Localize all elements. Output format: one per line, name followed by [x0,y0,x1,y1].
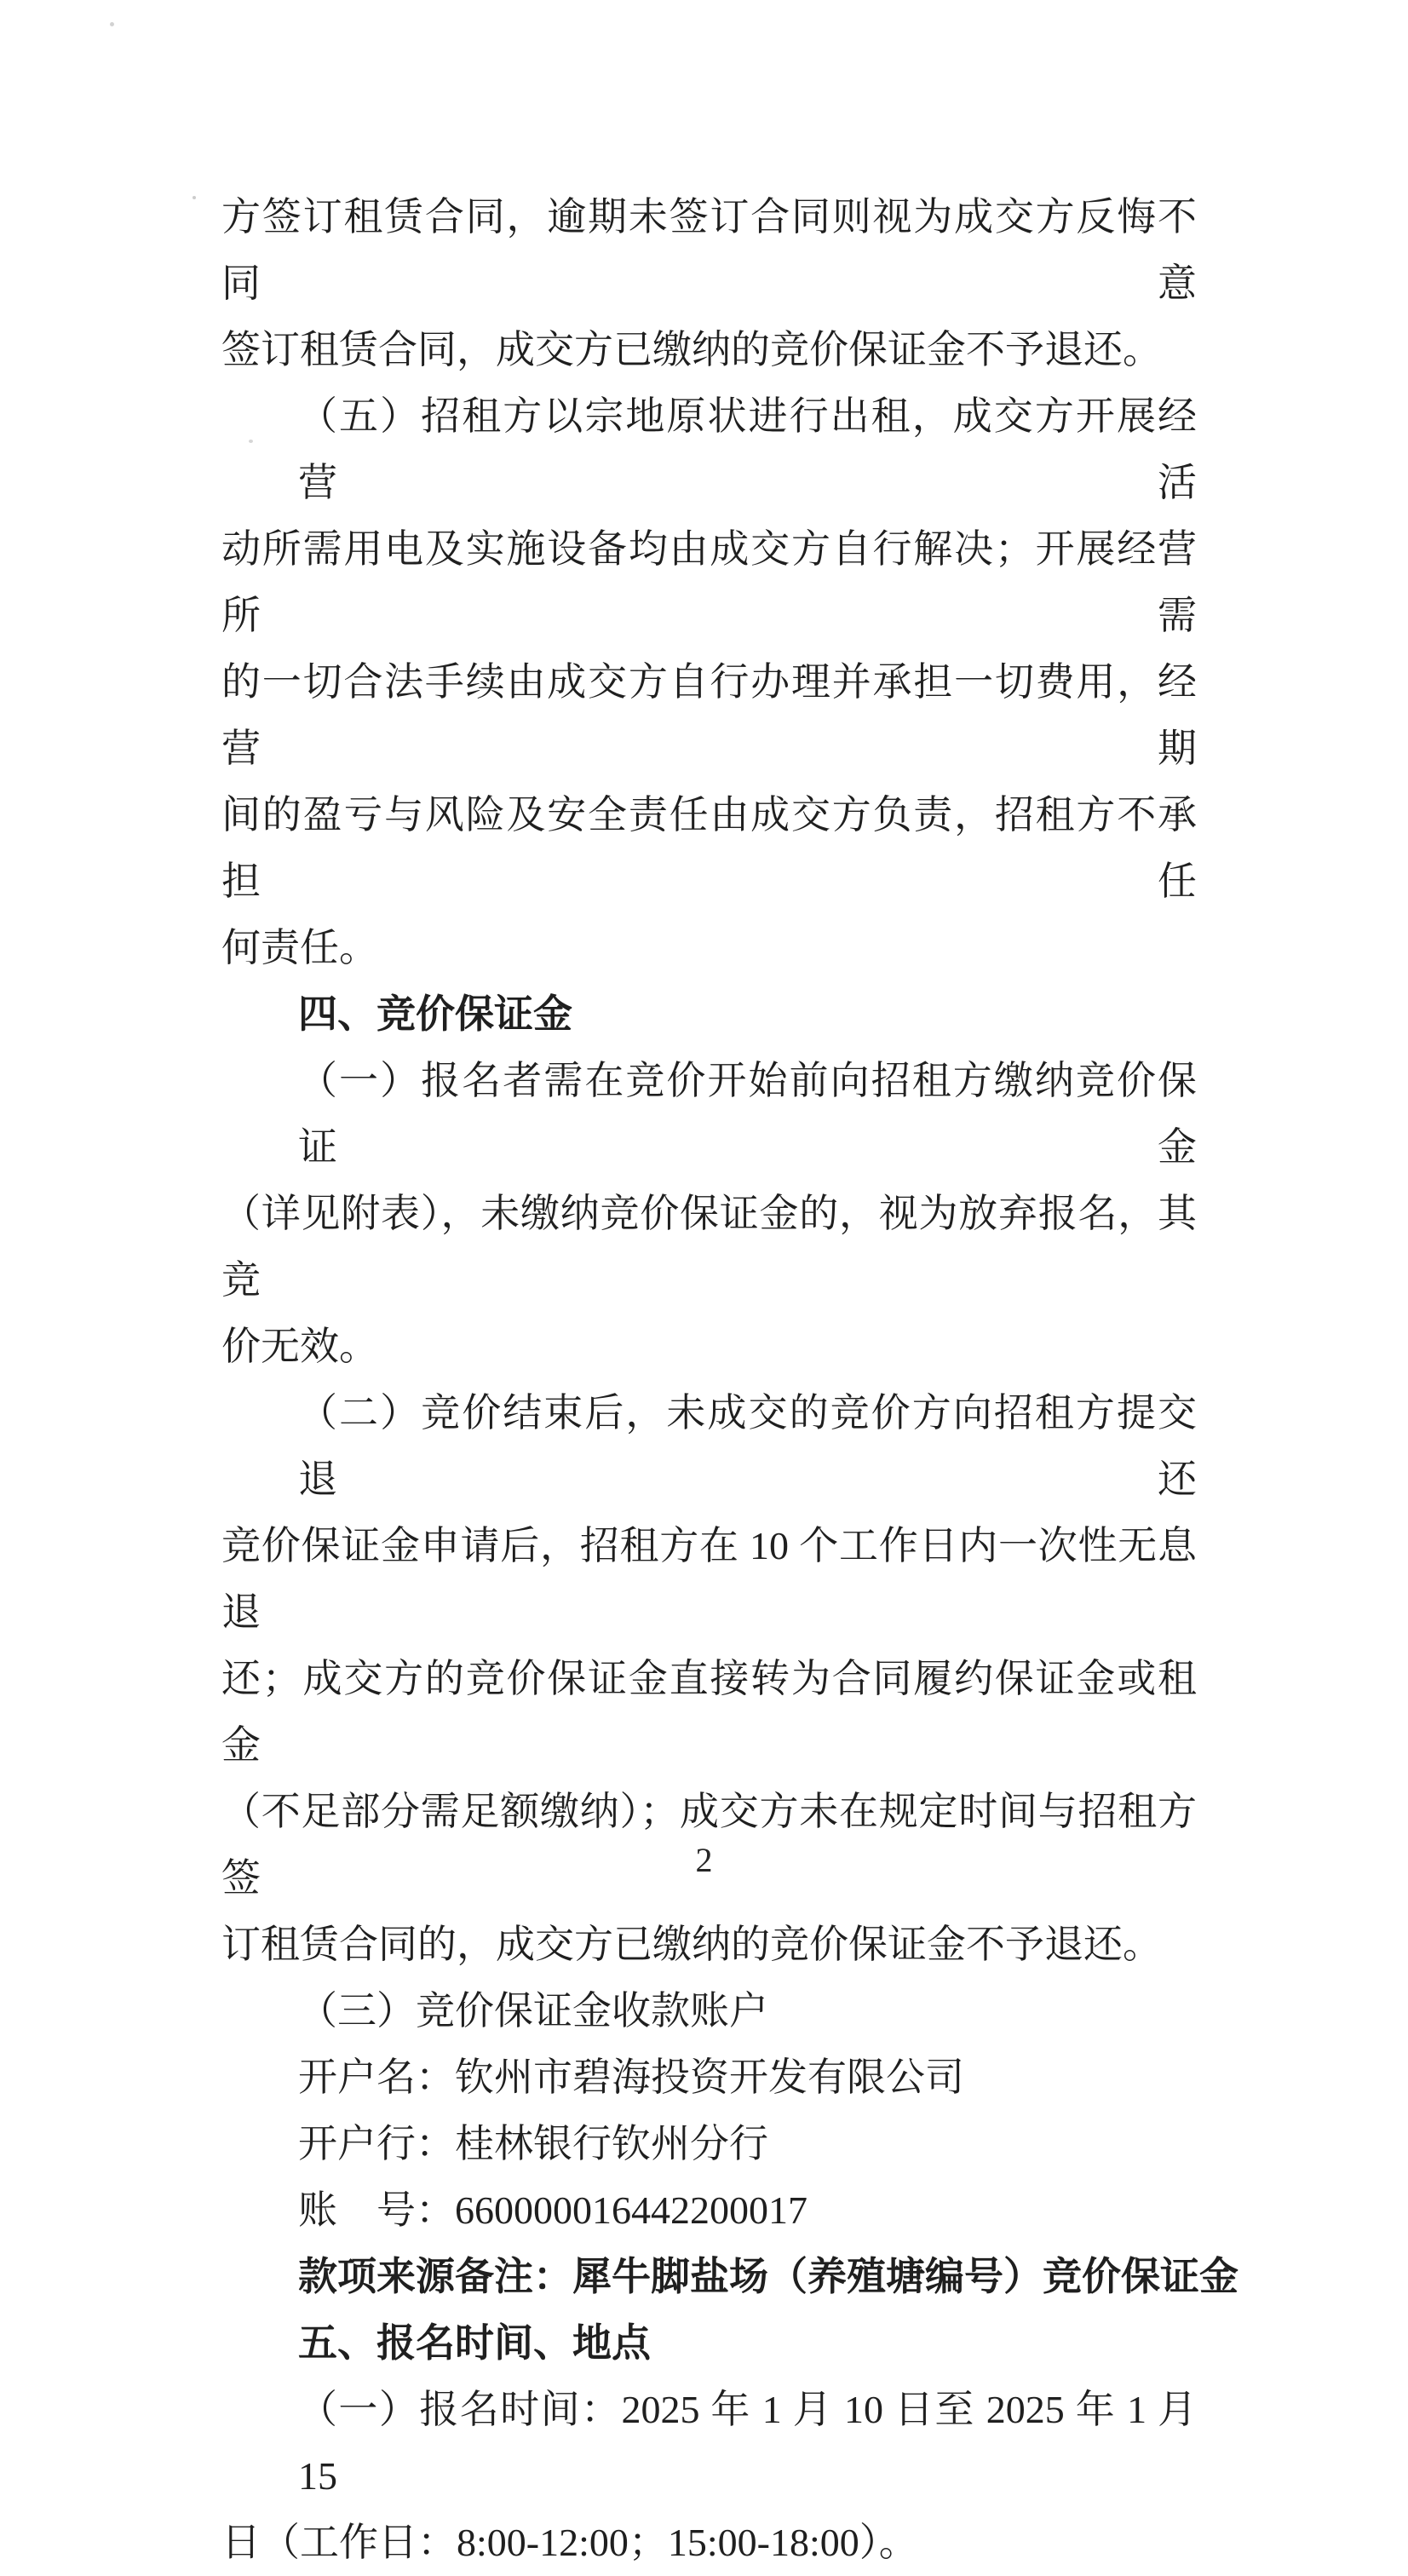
text-line: （五）招租方以宗地原状进行出租，成交方开展经营活 [298,394,1197,504]
page-number: 2 [695,1841,713,1879]
text-line: （一）报名者需在竞价开始前向招租方缴纳竞价保证金 [298,1059,1197,1169]
heading-line: 款项来源备注：犀牛脚盐场（养殖塘编号）竞价保证金 [298,2255,1238,2298]
text-line: 价无效。 [221,1325,378,1368]
text-line: 动所需用电及实施设备均由成交方自行解决；开展经营所需 [221,527,1197,637]
text-line: 方签订租赁合同，逾期未签订合同则视为成交方反悔不同意 [221,195,1197,305]
text-line: （详见附表），未缴纳竞价保证金的，视为放弃报名，其竞 [221,1192,1197,1302]
heading-line: 四、竞价保证金 [298,992,572,1036]
text-line: （不足部分需足额缴纳）；成交方未在规定时间与招租方签 [221,1790,1197,1900]
scan-speck [110,22,114,26]
text-line: 日（工作日：8:00-12:00；15:00-18:00）。 [221,2521,918,2564]
text-line: （二）竞价结束后，未成交的竞价方向招租方提交退还 [298,1391,1197,1501]
text-line: 间的盈亏与风险及安全责任由成交方负责，招租方不承担任 [221,793,1197,903]
text-line: 的一切合法手续由成交方自行办理并承担一切费用，经营期 [221,660,1197,770]
text-line: （三）竞价保证金收款账户 [298,1989,768,2033]
document-body [221,184,1238,2576]
heading-line: 五、报名时间、地点 [298,2321,651,2365]
text-line: 签订租赁合同，成交方已缴纳的竞价保证金不予退还。 [221,328,1162,371]
text-line: 开户名：钦州市碧海投资开发有限公司 [298,2056,964,2099]
text-line: 订租赁合同的，成交方已缴纳的竞价保证金不予退还。 [221,1923,1162,1966]
text-line: 账 号：660000016442200017 [298,2188,807,2232]
text-line: （一）报名时间：2025 年 1 月 10 日至 2025 年 1 月 15 [298,2388,1198,2498]
text-line: 开户行：桂林银行钦州分行 [298,2122,768,2165]
text-line: 何责任。 [221,926,378,969]
scan-speck [193,196,196,199]
text-line: 竞价保证金申请后，招租方在 10 个工作日内一次性无息退 [221,1524,1197,1634]
text-line: 还；成交方的竞价保证金直接转为合同履约保证金或租金 [221,1657,1197,1767]
